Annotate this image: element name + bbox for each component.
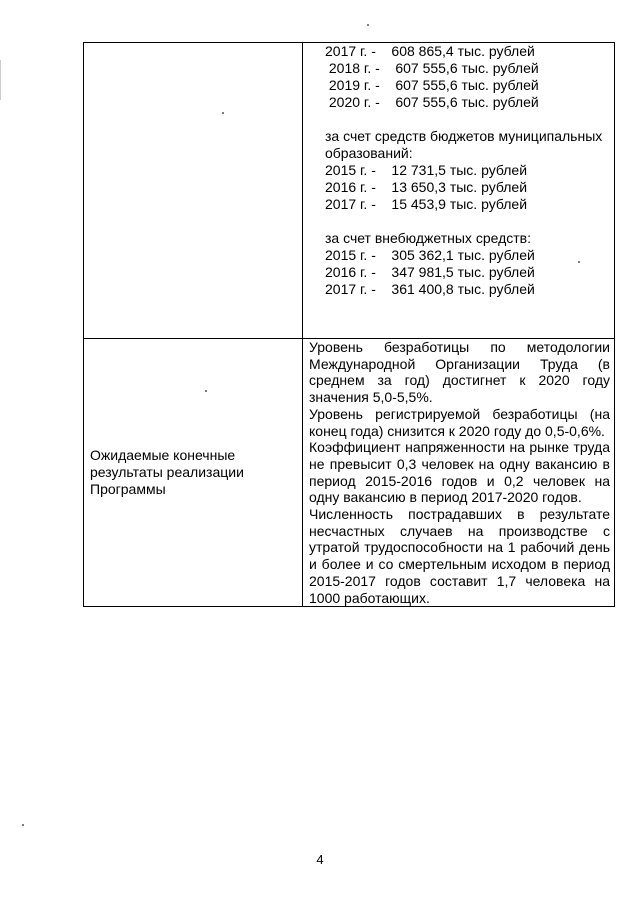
extrabudget-lines (325, 247, 614, 298)
result-paragraph: Коэффициент напряженности на рынке труда не превысит 0,3 человек на одну вакансию в период 2015-2016 годов и 0,2 человек на одну вакансию в период 2017-2020 годов. (309, 439, 610, 506)
program-passport-table (83, 42, 615, 607)
funding-line: 2018 г. - 607 555,6 тыс. рублей (325, 60, 539, 76)
funding-line: 2016 г. - 13 650,3 тыс. рублей (325, 179, 528, 195)
result-paragraph: Численность пострадавших в результате несчастных случаев на производстве с утратой трудоспособности на 1 рабочий день и более и со смертельным исходом в период 2015-2017 годов составит 1,7 человека на 1000 работающих. (309, 506, 610, 606)
funding-values-cell (303, 43, 615, 339)
funding-label-cell (84, 43, 303, 339)
regional-budget-lines (325, 43, 614, 111)
scan-edge-mark (0, 60, 1, 100)
funding-line: 2019 г. - 607 555,6 тыс. рублей (325, 77, 539, 93)
funding-line: 2015 г. - 305 362,1 тыс. рублей (325, 247, 535, 263)
results-row (84, 339, 615, 607)
funding-line: 2015 г. - 12 731,5 тыс. рублей (325, 162, 528, 178)
scan-speck (222, 112, 224, 114)
scan-speck (22, 824, 24, 826)
result-paragraph: Уровень регистрируемой безработицы (на конец года) снизится к 2020 году до 0,5-0,6%. (309, 405, 610, 439)
funding-line: 2017 г. - 361 400,8 тыс. рублей (325, 281, 535, 297)
funding-row (84, 43, 615, 339)
result-paragraph: Уровень безработицы по методологии Международной Организации Труда (в среднем за год) достигнет к 2020 году значения 5,0-5,5%. (309, 339, 610, 406)
funding-line: 2017 г. - 15 453,9 тыс. рублей (325, 196, 528, 212)
municipal-lines (325, 162, 614, 213)
results-text-cell (303, 339, 615, 607)
extrabudget-heading: за счет внебюджетных средств: (325, 230, 531, 246)
results-label: Ожидаемые конечные результаты реализации Программы (84, 339, 303, 607)
funding-line: 2016 г. - 347 981,5 тыс. рублей (325, 264, 535, 280)
page-number: 4 (316, 852, 324, 867)
scan-speck (205, 390, 207, 392)
funding-line: 2020 г. - 607 555,6 тыс. рублей (325, 94, 539, 110)
scan-speck (578, 261, 580, 263)
municipal-heading: за счет средств бюджетов муниципальных образований: (325, 128, 603, 161)
scan-speck (367, 24, 369, 26)
funding-line: 2017 г. - 608 865,4 тыс. рублей (325, 43, 535, 59)
